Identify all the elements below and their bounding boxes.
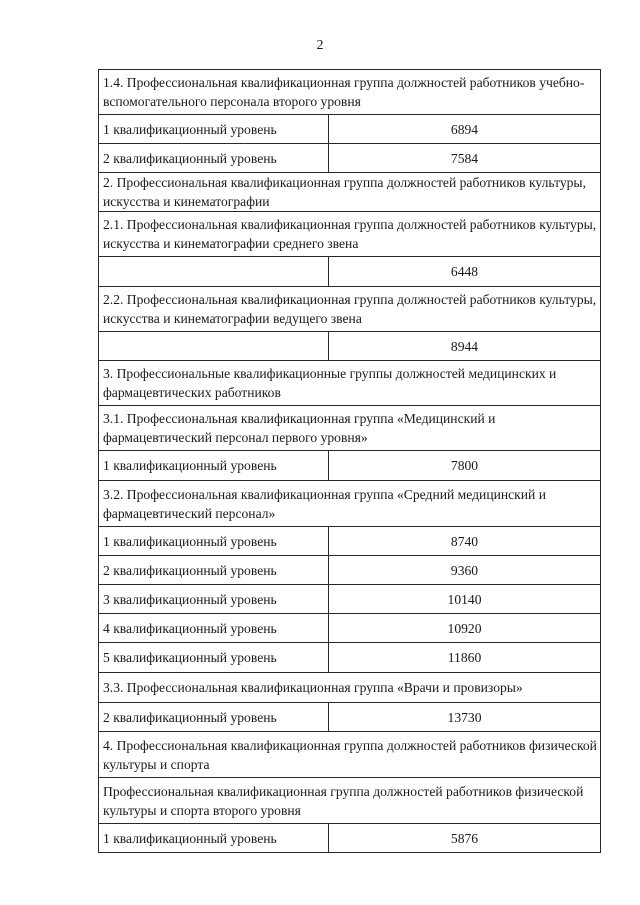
group-header-row [99, 212, 601, 257]
level-label: 5 квалификационный уровень [99, 643, 329, 673]
salary-value: 6894 [329, 115, 601, 144]
group-title: 2.2. Профессиональная квалификационная группа должностей работников культуры, искусства и кинематографии ведущего звена [99, 287, 601, 332]
group-title: 3.1. Профессиональная квалификационная группа «Медицинский и фармацевтический персонал первого уровня» [99, 406, 601, 451]
group-header-row [99, 361, 601, 406]
level-label: 1 квалификационный уровень [99, 451, 329, 481]
salary-value: 10920 [329, 614, 601, 643]
group-title: 3. Профессиональные квалификационные группы должностей медицинских и фармацевтических работников [99, 361, 601, 406]
table-row [99, 144, 601, 173]
group-header-row [99, 173, 601, 212]
table-row [99, 614, 601, 643]
salary-table-body [99, 70, 601, 853]
group-header-row [99, 70, 601, 115]
table-row [99, 257, 601, 287]
group-header-row [99, 287, 601, 332]
salary-value: 9360 [329, 556, 601, 585]
table-row [99, 332, 601, 361]
group-header-row [99, 778, 601, 824]
salary-value: 13730 [329, 703, 601, 732]
level-label: 2 квалификационный уровень [99, 144, 329, 173]
salary-value: 10140 [329, 585, 601, 614]
table-row [99, 556, 601, 585]
salary-value: 11860 [329, 643, 601, 673]
level-label [99, 332, 329, 361]
salary-value: 6448 [329, 257, 601, 287]
table-row [99, 527, 601, 556]
salary-value: 8740 [329, 527, 601, 556]
level-label: 3 квалификационный уровень [99, 585, 329, 614]
level-label: 1 квалификационный уровень [99, 115, 329, 144]
group-title: 2. Профессиональная квалификационная группа должностей работников культуры, искусства и кинематографии [99, 173, 601, 212]
table-row [99, 703, 601, 732]
group-title: Профессиональная квалификационная группа должностей работников физической культуры и спорта второго уровня [99, 778, 601, 824]
group-title: 3.3. Профессиональная квалификационная группа «Врачи и провизоры» [99, 673, 601, 703]
table-row [99, 451, 601, 481]
group-title: 1.4. Профессиональная квалификационная группа должностей работников учебно-вспомогательного персонала второго уровня [99, 70, 601, 115]
group-header-row [99, 673, 601, 703]
table-row [99, 643, 601, 673]
salary-value: 8944 [329, 332, 601, 361]
table-row [99, 824, 601, 853]
level-label: 1 квалификационный уровень [99, 527, 329, 556]
level-label [99, 257, 329, 287]
salary-table [98, 69, 601, 853]
level-label: 1 квалификационный уровень [99, 824, 329, 853]
level-label: 4 квалификационный уровень [99, 614, 329, 643]
level-label: 2 квалификационный уровень [99, 703, 329, 732]
group-header-row [99, 406, 601, 451]
level-label: 2 квалификационный уровень [99, 556, 329, 585]
page-number: 2 [316, 38, 324, 53]
table-row [99, 115, 601, 144]
group-header-row [99, 732, 601, 778]
salary-value: 7584 [329, 144, 601, 173]
group-header-row [99, 481, 601, 527]
table-row [99, 585, 601, 614]
group-title: 2.1. Профессиональная квалификационная группа должностей работников культуры, искусства и кинематографии среднего звена [99, 212, 601, 257]
group-title: 4. Профессиональная квалификационная группа должностей работников физической культуры и спорта [99, 732, 601, 778]
group-title: 3.2. Профессиональная квалификационная группа «Средний медицинский и фармацевтический персонал» [99, 481, 601, 527]
salary-value: 5876 [329, 824, 601, 853]
salary-value: 7800 [329, 451, 601, 481]
